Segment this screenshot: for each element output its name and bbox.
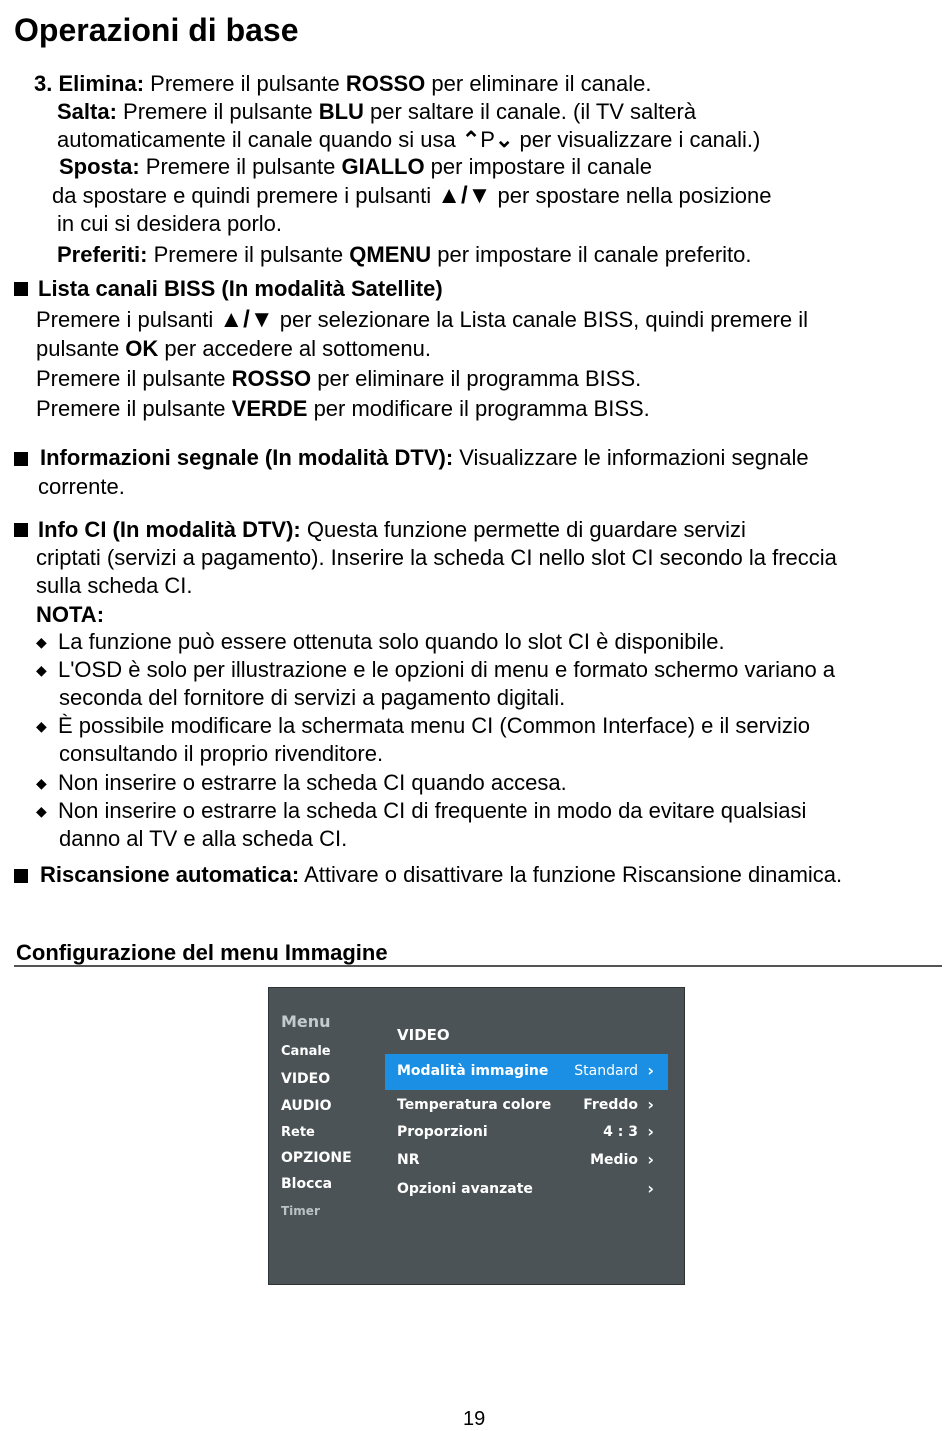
ci-bullet (36, 769, 567, 797)
row-label: NR (397, 1152, 420, 1168)
text: È possibile modificare la schermata menu CI (Common Interface) e il servizio (58, 713, 810, 738)
diamond-bullet-icon: ◆ (36, 803, 47, 819)
key-giallo: GIALLO (341, 154, 425, 179)
chevron-right-icon: › (647, 1150, 654, 1169)
text: L'OSD è solo per illustrazione e le opzioni di menu e formato schermo variano a (58, 657, 836, 682)
square-bullet-icon (14, 869, 28, 883)
row-value: Standard (574, 1063, 638, 1079)
rescan-line (40, 861, 842, 889)
text: per visualizzare i canali.) (513, 127, 761, 152)
ci-bullet-cont: danno al TV e alla scheda CI. (59, 826, 348, 851)
text: La funzione può essere ottenuta solo quando lo slot CI è disponibile. (58, 629, 725, 654)
section-title: Configurazione del menu Immagine (16, 940, 388, 965)
row-value: Freddo (583, 1097, 638, 1113)
text: per spostare nella posizione (491, 183, 772, 208)
osd-menu-screenshot (268, 987, 685, 1285)
osd-row-opzioni-avanzate (385, 1172, 668, 1208)
square-bullet-icon (14, 282, 28, 296)
text: Attivare o disattivare la funzione Riscansione dinamica. (299, 862, 843, 887)
nota-label (36, 601, 104, 629)
text: Premere il pulsante (147, 242, 350, 267)
page-title: Operazioni di base (14, 12, 299, 48)
text: per impostare il canale preferito. (431, 242, 752, 267)
text: Premere il pulsante (116, 99, 319, 124)
text: per modificare il programma BISS. (307, 396, 650, 421)
text: per accedere al sottomenu. (158, 336, 432, 361)
text: Questa funzione permette di guardare servizi (300, 517, 746, 542)
ci-bullet (36, 797, 806, 825)
text: Premere il pulsante (139, 154, 342, 179)
ci-bullet (36, 628, 725, 656)
up-down-triangle-icon: ▲/▼ (437, 182, 492, 209)
text: pulsante (36, 336, 126, 361)
chevron-right-icon: › (647, 1095, 654, 1114)
text: Premere il pulsante (144, 71, 346, 96)
chevron-right-icon: › (647, 1179, 654, 1198)
item-elimina (34, 70, 652, 98)
section-divider (14, 965, 942, 967)
up-down-triangle-icon: ▲/▼ (219, 306, 274, 333)
item-sposta-line3: in cui si desidera porlo. (57, 211, 283, 236)
row-label: Opzioni avanzate (397, 1181, 533, 1197)
ci-bullet-cont: seconda del fornitore di servizi a pagamento digitali. (59, 685, 566, 710)
osd-row-modalita-immagine (385, 1054, 668, 1090)
osd-sidebar-item-video: VIDEO (281, 1071, 331, 1087)
signal-line2: corrente. (38, 474, 125, 499)
item-sposta-line2 (52, 182, 771, 210)
item-salta (57, 98, 696, 126)
text: Premere il pulsante (36, 366, 232, 391)
text: per selezionare la Lista canale BISS, quindi premere il (273, 307, 809, 332)
row-label: Temperatura colore (397, 1097, 552, 1113)
biss-line2 (36, 335, 431, 363)
osd-menu-label: Menu (281, 1012, 331, 1031)
salta-label: Salta: (57, 99, 117, 124)
diamond-bullet-icon: ◆ (36, 718, 47, 734)
elimina-label: Elimina: (58, 71, 145, 96)
osd-sidebar-item-audio: AUDIO (281, 1098, 332, 1114)
row-label: Proporzioni (397, 1124, 488, 1140)
biss-line1 (36, 306, 808, 334)
key-rosso: ROSSO (345, 71, 426, 96)
text: per impostare il canale (424, 154, 653, 179)
biss-line4 (36, 395, 650, 423)
osd-panel-title: VIDEO (397, 1026, 450, 1044)
text: per eliminare il canale. (425, 71, 652, 96)
chevron-right-icon: › (647, 1122, 654, 1141)
text: Premere i pulsanti (36, 307, 220, 332)
text: automaticamente il canale quando si usa (57, 127, 462, 152)
text: per saltare il canale. (il TV salterà (363, 99, 697, 124)
key-verde: VERDE (231, 396, 308, 421)
row-label: Modalità immagine (397, 1063, 549, 1079)
text: Non inserire o estrarre la scheda CI quando accesa. (58, 770, 567, 795)
nota-text: NOTA: (36, 602, 105, 627)
key-ok: OK (125, 336, 159, 361)
key-rosso: ROSSO (231, 366, 312, 391)
item-number: 3. (34, 71, 53, 96)
row-value: 4 : 3 (603, 1124, 638, 1140)
heading-text: Info CI (In modalità DTV): (38, 517, 301, 542)
osd-sidebar-item-timer: Timer (281, 1204, 320, 1218)
osd-sidebar-item-blocca: Blocca (281, 1176, 333, 1192)
ci-bullet (36, 656, 835, 684)
page-number: 19 (463, 1408, 486, 1430)
preferiti-label: Preferiti: (57, 242, 148, 267)
ci-line3: sulla scheda CI. (36, 573, 193, 598)
item-preferiti (57, 241, 752, 269)
heading-text: Lista canali BISS (In modalità Satellite) (38, 276, 443, 301)
heading-text: Informazioni segnale (In modalità DTV): (40, 445, 454, 470)
diamond-bullet-icon: ◆ (36, 662, 47, 678)
diamond-bullet-icon: ◆ (36, 775, 47, 791)
row-value: Medio (590, 1152, 638, 1168)
chevron-right-icon: › (647, 1061, 654, 1080)
ci-heading (38, 516, 746, 544)
key-blu: BLU (318, 99, 364, 124)
biss-line3 (36, 365, 641, 393)
ci-line2: criptati (servizi a pagamento). Inserire la scheda CI nello slot CI secondo la freccia (36, 545, 837, 570)
ci-bullet-cont: consultando il proprio rivenditore. (59, 741, 384, 766)
item-sposta (59, 153, 652, 181)
square-bullet-icon (14, 452, 28, 466)
osd-sidebar-item-opzione: OPZIONE (281, 1150, 352, 1166)
item-salta-line2 (57, 126, 760, 154)
text: Premere il pulsante (36, 396, 232, 421)
osd-sidebar-item-rete: Rete (281, 1125, 315, 1140)
channel-up-down-icon: ⌃P⌄ (461, 127, 514, 152)
key-qmenu: QMENU (349, 242, 432, 267)
biss-heading (38, 275, 443, 303)
ci-bullet (36, 712, 810, 740)
heading-text: Riscansione automatica: (40, 862, 300, 887)
signal-heading (40, 444, 809, 472)
sposta-label: Sposta: (59, 154, 140, 179)
osd-sidebar-item-canale: Canale (281, 1044, 331, 1059)
text: Non inserire o estrarre la scheda CI di frequente in modo da evitare qualsiasi (58, 798, 807, 823)
square-bullet-icon (14, 523, 28, 537)
p-label: P (480, 127, 495, 152)
text: Visualizzare le informazioni segnale (453, 445, 809, 470)
text: per eliminare il programma BISS. (311, 366, 642, 391)
diamond-bullet-icon: ◆ (36, 634, 47, 650)
text: da spostare e quindi premere i pulsanti (52, 183, 438, 208)
